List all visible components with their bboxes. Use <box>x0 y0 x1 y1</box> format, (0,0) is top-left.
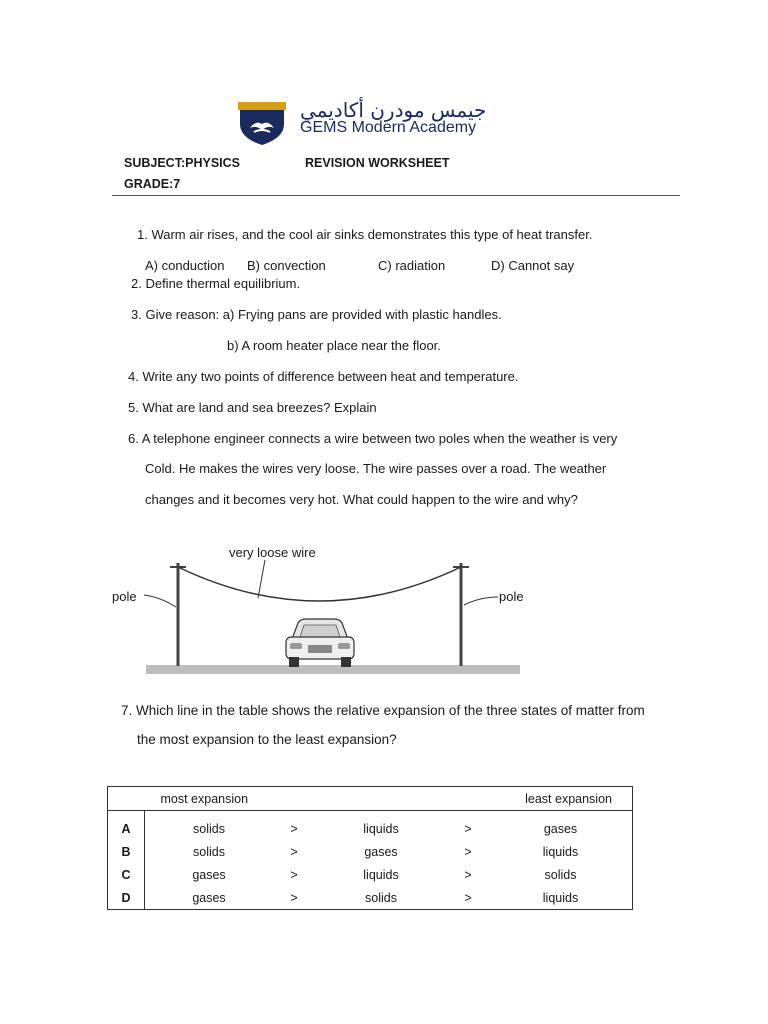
road-ground <box>146 665 520 674</box>
pole-label-left: pole <box>112 589 137 604</box>
most-expansion-header: most expansion <box>145 787 316 811</box>
q1-option-b: B) convection <box>247 258 326 273</box>
subject-label: SUBJECT:PHYSICS <box>124 156 240 170</box>
school-crest-icon <box>236 102 288 146</box>
header-divider <box>112 195 680 196</box>
grade-label: GRADE:7 <box>124 177 181 191</box>
pole-label-right: pole <box>499 589 524 604</box>
table-row: B solids > gases > liquids <box>108 840 633 863</box>
loose-wire <box>178 567 461 601</box>
question-7-line-2: the most expansion to the least expansion? <box>137 732 397 747</box>
school-name: GEMS Modern Academy <box>300 119 477 136</box>
question-6-line-1: 6. A telephone engineer connects a wire between two poles when the weather is very <box>128 431 618 446</box>
table-corner-cell <box>108 787 145 811</box>
table-row: C gases > liquids > solids <box>108 863 633 886</box>
q1-option-d: D) Cannot say <box>491 258 575 273</box>
least-expansion-header: least expansion <box>489 787 633 811</box>
question-7-line-1: 7. Which line in the table shows the relative expansion of the three states of matter from <box>121 703 645 718</box>
q1-option-a: A) conduction <box>145 258 225 273</box>
school-name-arabic: جيمس مودرن أكاديمي <box>300 98 487 122</box>
right-pole <box>453 563 469 666</box>
wire-poles-diagram <box>100 535 540 685</box>
question-3b: b) A room heater place near the floor. <box>227 338 441 353</box>
wire-label-pointer <box>258 560 265 598</box>
car-icon <box>286 619 354 667</box>
question-1: 1. Warm air rises, and the cool air sinks demonstrates this type of heat transfer. <box>137 227 593 242</box>
question-6-line-2: Cold. He makes the wires very loose. The wire passes over a road. The weather <box>145 461 607 476</box>
left-pole <box>170 563 186 666</box>
question-6-line-3: changes and it becomes very hot. What could happen to the wire and why? <box>145 492 578 507</box>
question-2: 2. Define thermal equilibrium. <box>131 276 301 291</box>
worksheet-title: REVISION WORKSHEET <box>305 156 450 170</box>
question-3a: 3. Give reason: a) Frying pans are provided with plastic handles. <box>131 307 502 322</box>
question-4: 4. Write any two points of difference between heat and temperature. <box>128 369 519 384</box>
question-5: 5. What are land and sea breezes? Explain <box>128 400 377 415</box>
table-row: D gases > solids > liquids <box>108 886 633 910</box>
table-row: A solids > liquids > gases <box>108 811 633 841</box>
q1-option-c: C) radiation <box>378 258 446 273</box>
wire-label: very loose wire <box>229 545 316 560</box>
table-header-row <box>108 787 633 811</box>
expansion-table <box>107 786 633 910</box>
